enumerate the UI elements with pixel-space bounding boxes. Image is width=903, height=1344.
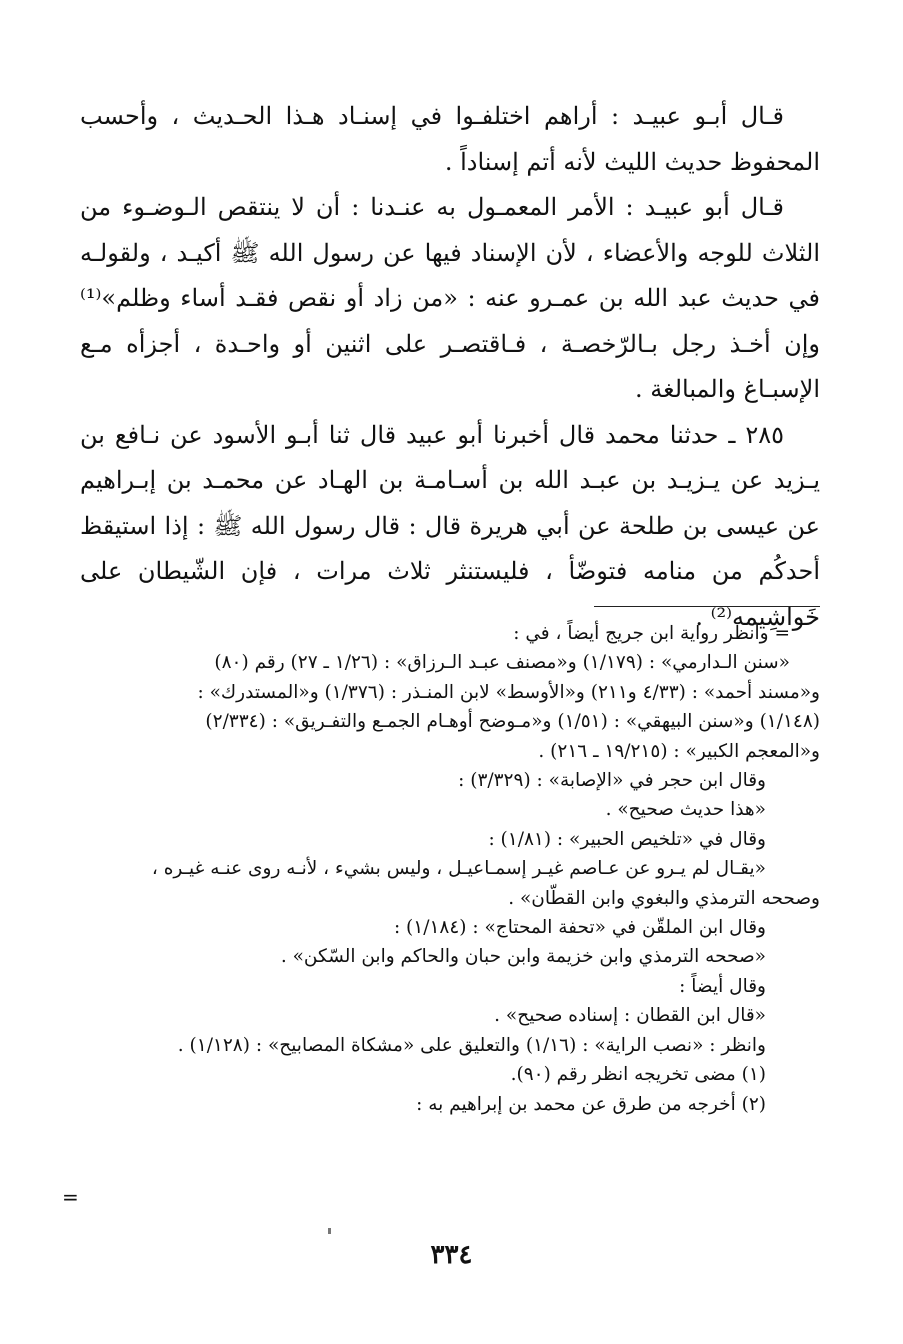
stray-mark <box>328 1228 331 1234</box>
footnote-line: «يقـال لم يـرو عن عـاصم غيـر إسمـاعيـل ، وليس بشيء ، لأنـه روى عنـه غيـره ، <box>151 858 766 880</box>
footnote-1: (١) مضى تخريجه انظر رقم (٩٠). <box>510 1064 766 1086</box>
footnote-line: وصححه الترمذي والبغوي وابن القطّان» . <box>508 887 820 909</box>
footnote-line: و«مسند أحمد» : (٤/٣٣ و٢١١) و«الأوسط» لابن المنـذر : (١/٣٧٦) و«المستدرك» : <box>197 681 820 703</box>
paragraph-2: قـال أبو عبيـد : الأمر المعمـول به عنـدنا : أن لا ينتقص الـوضـوء من الثلاث للوجه والأعضاء ، لأن الإسناد فيها عن رسول الله ﷺ أكيـد ، ولقولـه في حديث عبد الله بن عمـرو عنه : «من زاد أو نقص فقـد أساء وظلم»⁽¹⁾ وإن أخـذ رجل بـالرّخصـة ، فـاقتصـر على اثنين أو واحـدة ، أجزأه مـع الإسبـاغ والمبالغة . <box>80 193 820 403</box>
footnote-line: وانظر : «نصب الراية» : (١/١٦) والتعليق على «مشكاة المصابيح» : (١/١٢٨) . <box>177 1034 766 1056</box>
paragraph-1: قـال أبـو عبيـد : أراهم اختلفـوا في إسنـاد هـذا الحـديث ، وأحسب المحفوظ حديث الليث لأنه أتم إسناداً . <box>80 102 820 176</box>
footnote-line: وقال أيضاً : <box>679 975 766 997</box>
footnote-line: وقال في «تلخيص الحبير» : (١/٨١) : <box>488 828 766 850</box>
footnote-separator <box>594 606 820 607</box>
footnote-line: «سنن الـدارمي» : (١/١٧٩) و«مصنف عبـد الـرزاق» : (١/٢٦ ـ ٢٧) رقم (٨٠) <box>214 652 790 674</box>
page <box>80 94 820 1324</box>
footnote-line: «هذا حديث صحيح» . <box>605 799 766 821</box>
footnote-line: (١/١٤٨) و«سنن البيهقي» : (١/٥١) و«مـوضح أوهـام الجمـع والتفـريق» : (٢/٣٣٤) <box>205 711 820 733</box>
continuation-marker: = <box>62 1185 79 1209</box>
paragraph-3: ٢٨٥ ـ حدثنا محمد قال أخبرنا أبو عبيد قال ثنا أبـو الأسود عن نـافع بن يـزيد عن يـزيـد بن عبـد الله بن أسـامـة بن الهـاد عن محمـد بن إبـراهيم عن عيسى بن طلحة عن أبي هريرة قال : قال رسول الله ﷺ : إذا استيقظ أحدكُم من منامه فتوضّأ ، فليستنثر ثلاث مرات ، فإن الشّيطان على خَواشِيمه⁽²⁾ . <box>80 420 820 631</box>
footnote-line: = وانظر رواية ابن جريج أيضاً ، في : <box>513 623 790 644</box>
footnote-line: وقال ابن حجر في «الإصابة» : (٣/٣٢٩) : <box>458 770 766 792</box>
footnote-2: (٢) أخرجه من طرق عن محمد بن إبراهيم به : <box>416 1093 766 1115</box>
footnote-line: «صححه الترمذي وابن خزيمة وابن حبان والحاكم وابن السّكن» . <box>280 946 766 968</box>
page-number: ٣٣٤ <box>430 1240 473 1270</box>
footnote-line: «قال ابن القطان : إسناده صحيح» . <box>494 1005 766 1027</box>
main-text <box>80 94 820 640</box>
footnote-line: وقال ابن الملقّن في «تحفة المحتاج» : (١/١٨٤) : <box>393 917 766 939</box>
footnotes <box>80 619 820 1119</box>
footnote-line: و«المعجم الكبير» : (١٩/٢١٥ ـ ٢١٦) . <box>538 740 820 762</box>
